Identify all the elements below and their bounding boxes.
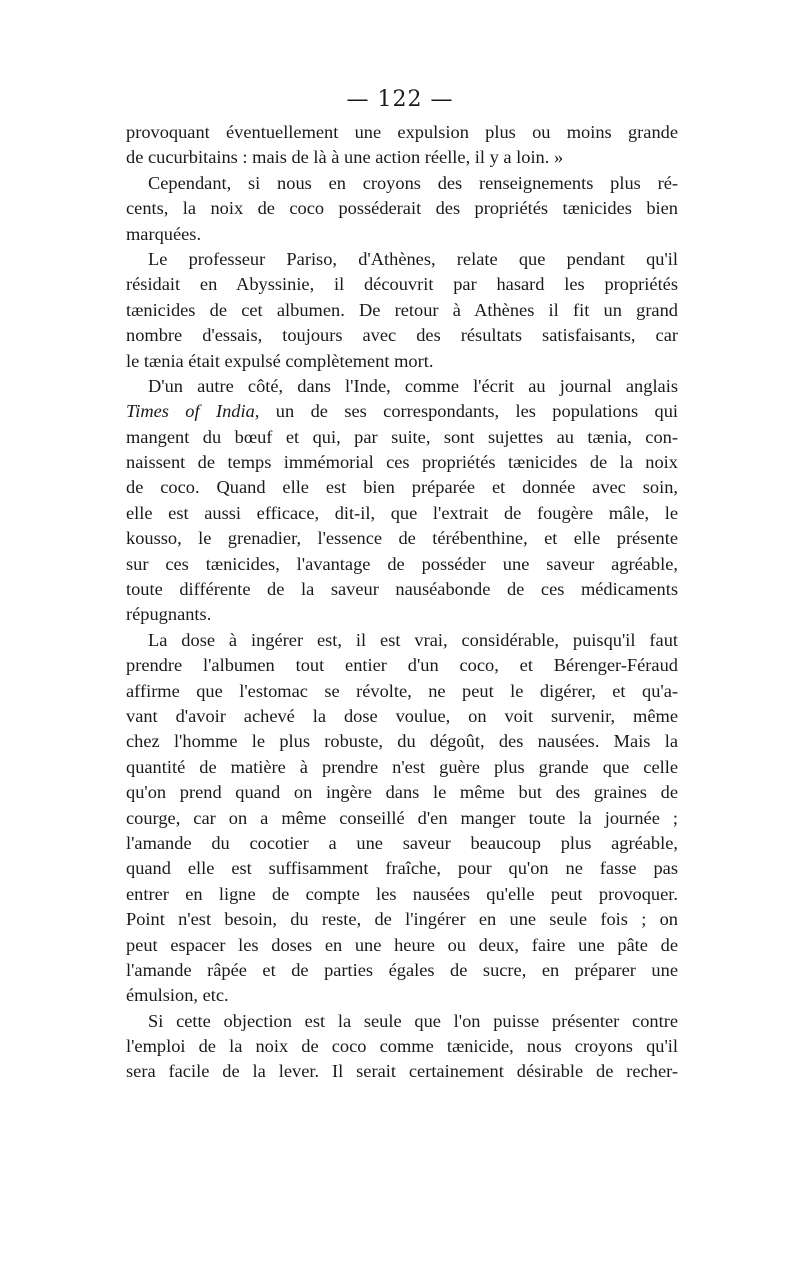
text-line: nombre d'essais, toujours avec des résultats satisfaisants, car <box>126 325 678 346</box>
text-line: kousso, le grenadier, l'essence de térébenthine, et elle présente <box>126 528 678 549</box>
text-line: marquées. <box>126 223 202 244</box>
text-line: de cucurbitains : mais de là à une action réelle, il y a loin. » <box>126 147 564 168</box>
text-line: naissent de temps immémorial ces propriétés tænicides de la noix <box>126 452 678 473</box>
text-line: quand elle est suffisamment fraîche, pour qu'on ne fasse pas <box>126 858 678 879</box>
line-text: un de ses correspondants, les populations qui <box>259 401 678 422</box>
text-line: qu'on prend quand on ingère dans le même but des graines de <box>126 782 678 803</box>
text-line: La dose à ingérer est, il est vrai, considérable, puisqu'il faut <box>148 629 678 650</box>
text-line: D'un autre côté, dans l'Inde, comme l'écrit au journal anglais <box>148 375 678 396</box>
text-line: tænicides de cet albumen. De retour à Athènes il fit un grand <box>126 299 678 320</box>
text-line: l'amande du cocotier a une saveur beaucoup plus agréable, <box>126 832 678 853</box>
text-line: cents, la noix de coco posséderait des propriétés tænicides bien <box>126 198 678 219</box>
text-line: répugnants. <box>126 604 212 625</box>
text-line: l'amande râpée et de parties égales de sucre, en préparer une <box>126 959 678 980</box>
text-line: provoquant éventuellement une expulsion plus ou moins grande <box>126 122 678 142</box>
text-line: elle est aussi efficace, dit-il, que l'extrait de fougère mâle, le <box>126 502 678 523</box>
body-text <box>126 120 678 1085</box>
text-line: toute différente de la saveur nauséabonde de ces médicaments <box>126 579 678 600</box>
text-line: sera facile de la lever. Il serait certainement désirable de recher- <box>126 1061 678 1082</box>
page-number: — 122 — <box>346 87 454 112</box>
italic-title: Times of India, <box>126 401 260 422</box>
text-line: courge, car on a même conseillé d'en manger toute la journée ; <box>126 807 678 828</box>
text-line: mangent du bœuf et qui, par suite, sont sujettes au tænia, con- <box>126 426 678 447</box>
text-line: quantité de matière à prendre n'est guère plus grande que celle <box>126 756 678 777</box>
text-line: Si cette objection est la seule que l'on puisse présenter contre <box>148 1010 678 1031</box>
text-line: Cependant, si nous en croyons des renseignements plus ré- <box>148 172 678 193</box>
text-line: résidait en Abyssinie, il découvrit par hasard les propriétés <box>126 274 678 295</box>
text-line: affirme que l'estomac se révolte, ne peut le digérer, et qu'a- <box>126 680 678 701</box>
text-line: chez l'homme le plus robuste, du dégoût, des nausées. Mais la <box>126 731 678 752</box>
text-line: prendre l'albumen tout entier d'un coco, et Bérenger-Féraud <box>126 655 678 676</box>
text-line: Le professeur Pariso, d'Athènes, relate que pendant qu'il <box>148 248 678 269</box>
text-line: l'emploi de la noix de coco comme tænicide, nous croyons qu'il <box>126 1036 678 1057</box>
text-line: émulsion, etc. <box>126 985 229 1006</box>
text-line: entrer en ligne de compte les nausées qu'elle peut provoquer. <box>126 883 678 904</box>
text-line <box>126 399 678 424</box>
text-line: vant d'avoir achevé la dose voulue, on voit survenir, même <box>126 705 678 726</box>
text-line: Point n'est besoin, du reste, de l'ingérer en une seule fois ; on <box>126 909 678 930</box>
text-line: sur ces tænicides, l'avantage de posséder une saveur agréable, <box>126 553 678 574</box>
text-line: peut espacer les doses en une heure ou deux, faire une pâte de <box>126 934 678 955</box>
text-line: le tænia était expulsé complètement mort. <box>126 350 434 371</box>
text-line: de coco. Quand elle est bien préparée et donnée avec soin, <box>126 477 678 498</box>
